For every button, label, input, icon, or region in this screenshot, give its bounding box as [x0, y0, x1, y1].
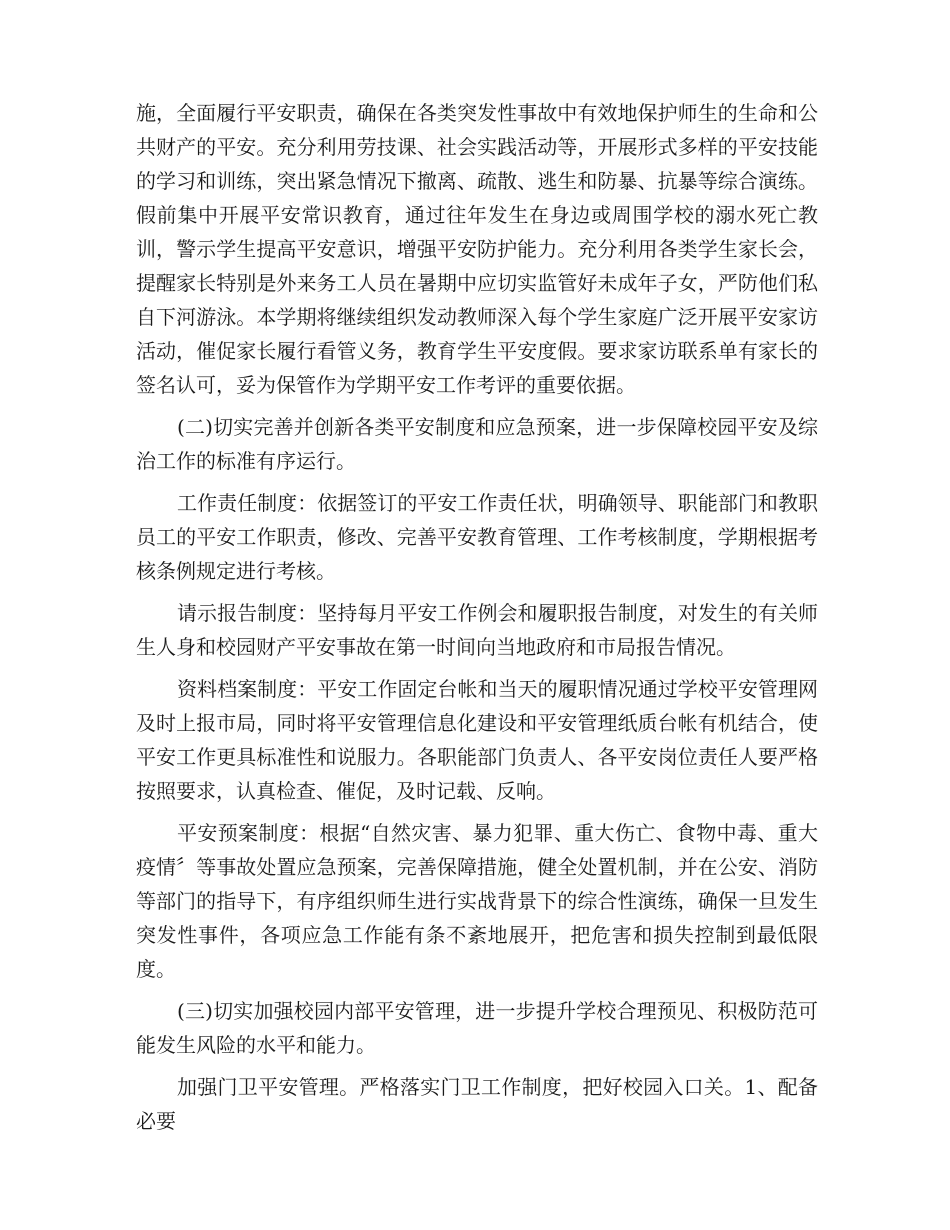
section-heading-2: (二)切实完善并创新各类平安制度和应急预案，进一步保障校园平安及综治工作的标准有序运行。 [136, 415, 818, 473]
paragraph-responsibility-system: 工作责任制度：依据签订的平安工作责任状，明确领导、职能部门和教职员工的平安工作职责，修改、完善平安教育管理、工作考核制度，学期根据考核条例规定进行考核。 [136, 491, 818, 583]
paragraph-emergency-plan-system: 平安预案制度：根据“自然灾害、暴力犯罪、重大伤亡、食物中毒、重大疫情〞等事故处置应急预案，完善保障措施，健全处置机制，并在公安、消防等部门的指导下，有序组织师生进行实战背景下的综合性演练，确保一旦发生突发性事件，各项应急工作能有条不紊地展开，把危害和损失控制到最低限度。 [136, 821, 818, 981]
paragraph-continuation: 施，全面履行平安职责，确保在各类突发性事故中有效地保护师生的生命和公共财产的平安。充分利用劳技课、社会实践活动等，开展形式多样的平安技能的学习和训练，突出紧急情况下撤离、疏散、逃生和防暴、抗暴等综合演练。假前集中开展平安常识教育，通过往年发生在身边或周围学校的溺水死亡教训，警示学生提高平安意识，增强平安防护能力。充分利用各类学生家长会，提醒家长特别是外来务工人员在暑期中应切实监管好未成年子女，严防他们私自下河游泳。本学期将继续组织发动教师深入每个学生家庭广泛开展平安家访活动，催促家长履行看管义务，教育学生平安度假。要求家访联系单有家长的签名认可，妥为保管作为学期平安工作考评的重要依据。 [136, 101, 818, 397]
paragraph-gate-management: 加强门卫平安管理。严格落实门卫工作制度，把好校园入口关。1、配备必要 [136, 1075, 818, 1133]
paragraph-reporting-system: 请示报告制度：坚持每月平安工作例会和履职报告制度，对发生的有关师生人身和校园财产平安事故在第一时间向当地政府和市局报告情况。 [136, 601, 818, 659]
section-heading-3: (三)切实加强校园内部平安管理，进一步提升学校合理预见、积极防范可能发生风险的水平和能力。 [136, 999, 818, 1057]
paragraph-archive-system: 资料档案制度：平安工作固定台帐和当天的履职情况通过学校平安管理网及时上报市局，同时将平安管理信息化建设和平安管理纸质台帐有机结合，使平安工作更具标准性和说服力。各职能部门负责人、各平安岗位责任人要严格按照要求，认真检查、催促，及时记载、反响。 [136, 677, 818, 803]
document-body [136, 96, 818, 1146]
